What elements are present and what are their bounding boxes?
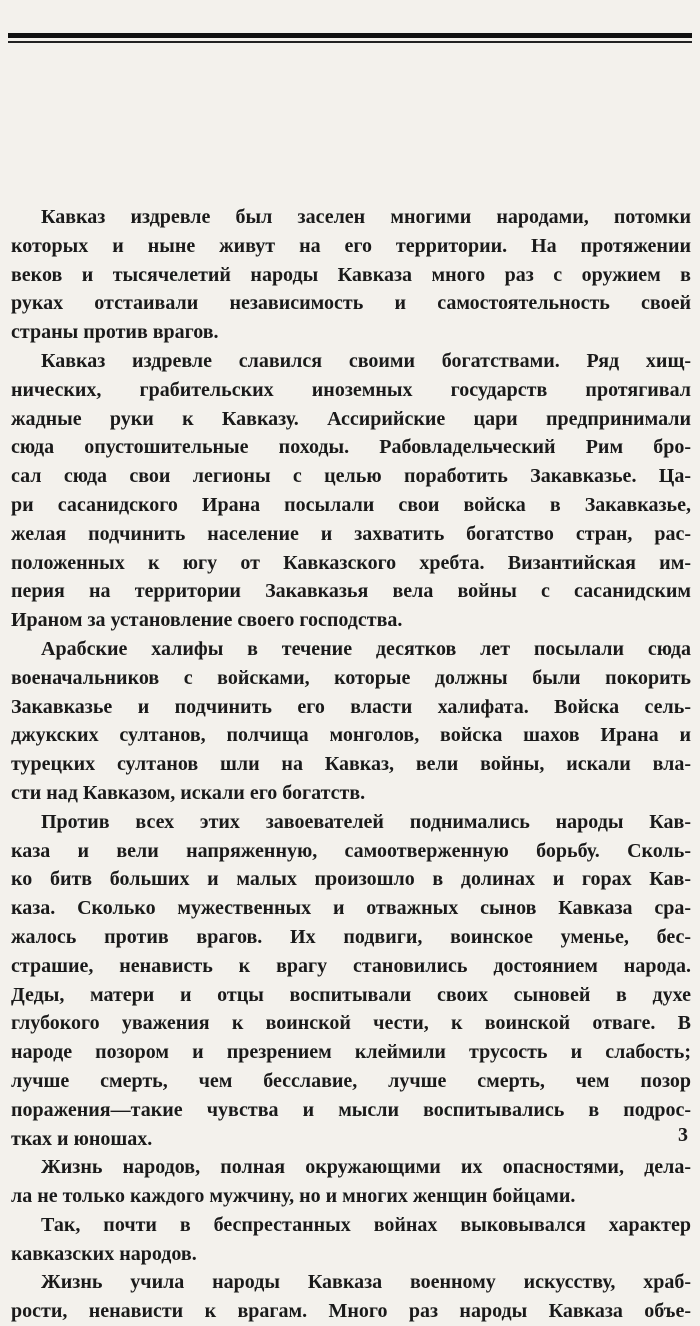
page-number: 3 bbox=[678, 1124, 688, 1146]
text-line: ла не только каждого мужчину, но и многих женщин бойцами. bbox=[11, 1185, 576, 1208]
header-rule-thick bbox=[8, 33, 692, 38]
text-line: турецких султанов шли на Кавказ, вели войны, искали вла- bbox=[11, 753, 691, 776]
text-line: жадные руки к Кавказу. Ассирийские цари предпринимали bbox=[11, 407, 691, 430]
text-line: Против всех этих завоевателей поднимались народы Кав- bbox=[41, 810, 691, 833]
text-line: Жизнь учила народы Кавказа военному искусству, храб- bbox=[41, 1271, 691, 1294]
text-line: которых и ныне живут на его территории. На протяжении bbox=[11, 234, 691, 257]
text-line: нических, грабительских иноземных государств протягивал bbox=[11, 378, 691, 401]
text-line: Так, почти в беспрестанных войнах выковывался характер bbox=[41, 1213, 691, 1236]
text-line: руках отстаивали независимость и самостоятельность своей bbox=[11, 292, 691, 315]
text-line: военачальников с войсками, которые должны были покорить bbox=[11, 666, 691, 689]
text-line: Ираном за установление своего господства. bbox=[11, 609, 403, 632]
text-line: Кавказ издревле был заселен многими народами, потомки bbox=[41, 206, 691, 228]
text-line: Закавказье и подчинить его власти халифата. Войска сель- bbox=[11, 695, 691, 718]
text-line: лучше смерть, чем бесславие, лучше смерть, чем позор bbox=[11, 1069, 691, 1092]
text-line: Кавказ издревле славился своими богатствами. Ряд хищ- bbox=[41, 349, 691, 372]
text-line: сти над Кавказом, искали его богатств. bbox=[11, 781, 366, 804]
text-line: перия на территории Закавказья вела войны с сасанидским bbox=[11, 580, 691, 603]
text-line: страны против врагов. bbox=[11, 321, 219, 344]
text-line: кавказских народов. bbox=[11, 1242, 197, 1265]
header-rule-thin bbox=[8, 41, 692, 43]
text-line: Деды, матери и отцы воспитывали своих сыновей в духе bbox=[11, 983, 691, 1006]
text-line: ко битв больших и малых произошло в долинах и горах Кав- bbox=[11, 868, 691, 891]
text-line: желая подчинить население и захватить богатство стран, рас- bbox=[11, 522, 691, 545]
text-line: каза. Сколько мужественных и отважных сынов Кавказа сра- bbox=[11, 897, 691, 920]
text-line: народе позором и презрением клеймили трусость и слабость; bbox=[11, 1041, 691, 1064]
body-text bbox=[11, 203, 691, 1326]
text-line: ри сасанидского Ирана посылали свои войска в Закавказье, bbox=[11, 493, 691, 516]
text-line: каза и вели напряженную, самоотверженную борьбу. Сколь- bbox=[11, 839, 691, 862]
text-line: джукских султанов, полчища монголов, войска шахов Ирана и bbox=[11, 724, 691, 747]
text-line: глубокого уважения к воинской чести, к воинской отваге. В bbox=[11, 1012, 691, 1035]
text-line: сюда опустошительные походы. Рабовладельческий Рим бро- bbox=[11, 436, 691, 459]
text-line: страшие, ненависть к врагу становились достоянием народа. bbox=[11, 954, 691, 977]
text-line: поражения—такие чувства и мысли воспитывались в подрос- bbox=[11, 1098, 691, 1121]
text-line: сал сюда свои легионы с целью поработить Закавказье. Ца- bbox=[11, 465, 691, 488]
text-line: рости, ненависти к врагам. Много раз народы Кавказа объе- bbox=[11, 1300, 691, 1323]
text-line: веков и тысячелетий народы Кавказа много раз с оружием в bbox=[11, 263, 691, 286]
text-line: положенных к югу от Кавказского хребта. Византийская им- bbox=[11, 551, 691, 574]
text-line: Жизнь народов, полная окружающими их опасностями, дела- bbox=[41, 1156, 691, 1179]
text-line: жалось против врагов. Их подвиги, воинское уменье, бес- bbox=[11, 925, 691, 948]
text-line: тках и юношах. bbox=[11, 1127, 153, 1150]
text-line: Арабские халифы в течение десятков лет посылали сюда bbox=[41, 637, 691, 660]
